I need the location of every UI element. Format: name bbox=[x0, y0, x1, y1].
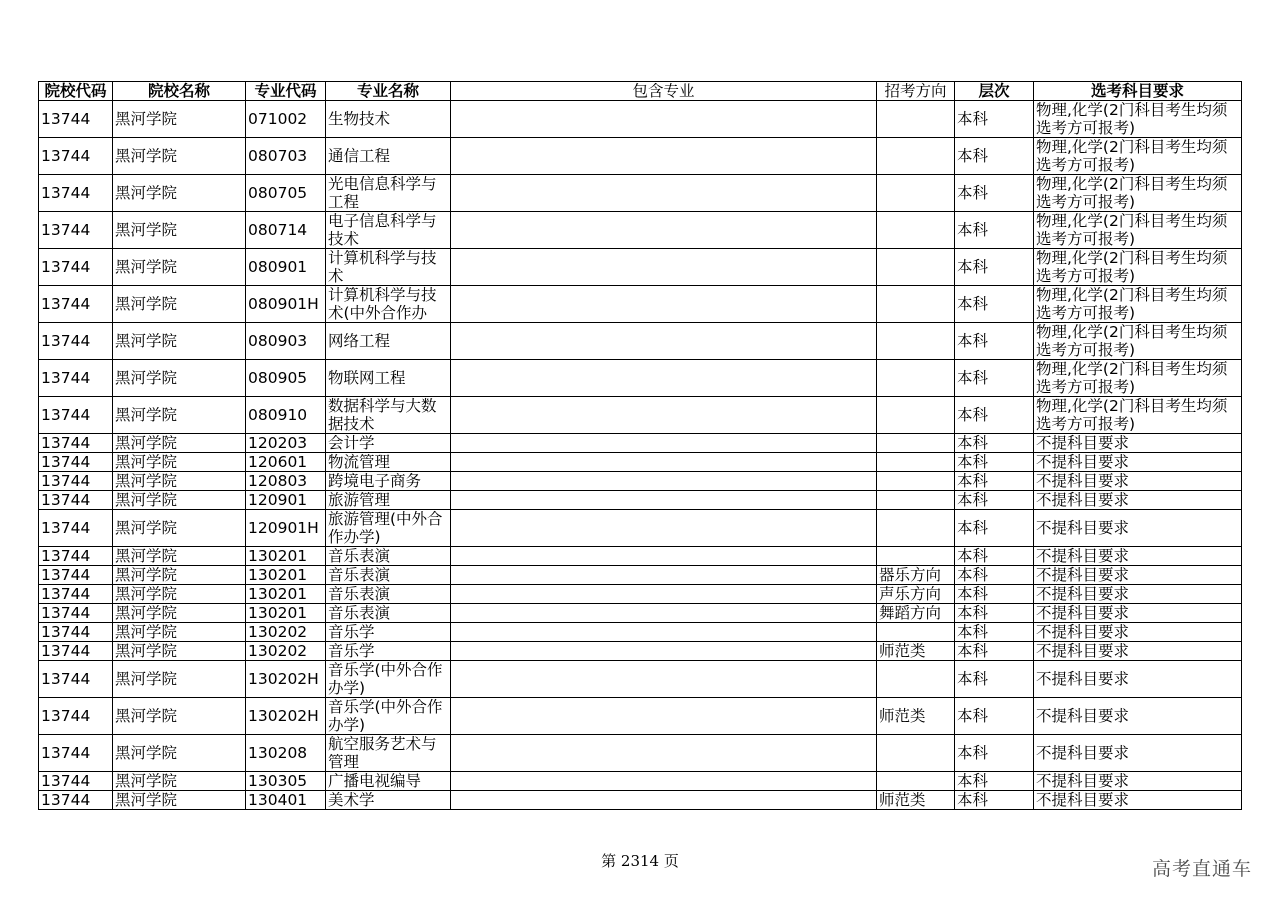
school-name-cell: 黑河学院 bbox=[113, 323, 246, 360]
school-name-cell: 黑河学院 bbox=[113, 453, 246, 472]
school-code-cell: 13744 bbox=[39, 642, 113, 661]
direction-cell: 声乐方向 bbox=[877, 585, 955, 604]
col-direction-header: 招考方向 bbox=[877, 82, 955, 101]
requirement-cell: 物理,化学(2门科目考生均须选考方可报考) bbox=[1034, 397, 1242, 434]
school-name-cell: 黑河学院 bbox=[113, 397, 246, 434]
direction-cell bbox=[877, 434, 955, 453]
table-row bbox=[39, 791, 1242, 810]
major-name-cell: 音乐表演 bbox=[326, 585, 451, 604]
school-code-cell: 13744 bbox=[39, 566, 113, 585]
requirement-cell: 不提科目要求 bbox=[1034, 661, 1242, 698]
school-name-cell: 黑河学院 bbox=[113, 661, 246, 698]
school-name-cell: 黑河学院 bbox=[113, 642, 246, 661]
requirement-cell: 不提科目要求 bbox=[1034, 510, 1242, 547]
school-name-cell: 黑河学院 bbox=[113, 547, 246, 566]
table-row bbox=[39, 323, 1242, 360]
included-cell bbox=[451, 323, 877, 360]
major-name-cell: 物联网工程 bbox=[326, 360, 451, 397]
direction-cell bbox=[877, 661, 955, 698]
major-code-cell: 080714 bbox=[246, 212, 326, 249]
table-row bbox=[39, 735, 1242, 772]
major-code-cell: 130201 bbox=[246, 547, 326, 566]
level-cell: 本科 bbox=[955, 360, 1034, 397]
school-code-cell: 13744 bbox=[39, 604, 113, 623]
direction-cell bbox=[877, 491, 955, 510]
level-cell: 本科 bbox=[955, 604, 1034, 623]
direction-cell bbox=[877, 175, 955, 212]
included-cell bbox=[451, 566, 877, 585]
level-cell: 本科 bbox=[955, 491, 1034, 510]
major-code-cell: 080910 bbox=[246, 397, 326, 434]
major-name-cell: 通信工程 bbox=[326, 138, 451, 175]
school-name-cell: 黑河学院 bbox=[113, 491, 246, 510]
school-code-cell: 13744 bbox=[39, 791, 113, 810]
school-name-cell: 黑河学院 bbox=[113, 623, 246, 642]
requirement-cell: 不提科目要求 bbox=[1034, 735, 1242, 772]
watermark-logo: 高考直通车 bbox=[1151, 858, 1252, 880]
requirement-cell: 物理,化学(2门科目考生均须选考方可报考) bbox=[1034, 138, 1242, 175]
school-name-cell: 黑河学院 bbox=[113, 249, 246, 286]
major-code-cell: 130202 bbox=[246, 642, 326, 661]
school-name-cell: 黑河学院 bbox=[113, 698, 246, 735]
level-cell: 本科 bbox=[955, 472, 1034, 491]
level-cell: 本科 bbox=[955, 698, 1034, 735]
table-row bbox=[39, 642, 1242, 661]
table-row bbox=[39, 453, 1242, 472]
school-code-cell: 13744 bbox=[39, 360, 113, 397]
direction-cell: 器乐方向 bbox=[877, 566, 955, 585]
school-code-cell: 13744 bbox=[39, 698, 113, 735]
major-name-cell: 音乐表演 bbox=[326, 604, 451, 623]
col-school-code-header: 院校代码 bbox=[39, 82, 113, 101]
requirement-cell: 不提科目要求 bbox=[1034, 772, 1242, 791]
major-code-cell: 120601 bbox=[246, 453, 326, 472]
direction-cell bbox=[877, 510, 955, 547]
school-code-cell: 13744 bbox=[39, 101, 113, 138]
table-row bbox=[39, 585, 1242, 604]
included-cell bbox=[451, 642, 877, 661]
major-code-cell: 120203 bbox=[246, 434, 326, 453]
school-name-cell: 黑河学院 bbox=[113, 286, 246, 323]
requirement-cell: 不提科目要求 bbox=[1034, 434, 1242, 453]
major-code-cell: 130305 bbox=[246, 772, 326, 791]
included-cell bbox=[451, 623, 877, 642]
school-code-cell: 13744 bbox=[39, 585, 113, 604]
level-cell: 本科 bbox=[955, 735, 1034, 772]
major-code-cell: 130202H bbox=[246, 698, 326, 735]
col-included-header: 包含专业 bbox=[451, 82, 877, 101]
table-row bbox=[39, 661, 1242, 698]
level-cell: 本科 bbox=[955, 138, 1034, 175]
major-code-cell: 080903 bbox=[246, 323, 326, 360]
included-cell bbox=[451, 397, 877, 434]
major-code-cell: 130401 bbox=[246, 791, 326, 810]
included-cell bbox=[451, 772, 877, 791]
included-cell bbox=[451, 604, 877, 623]
major-code-cell: 071002 bbox=[246, 101, 326, 138]
direction-cell: 师范类 bbox=[877, 642, 955, 661]
level-cell: 本科 bbox=[955, 642, 1034, 661]
included-cell bbox=[451, 661, 877, 698]
direction-cell bbox=[877, 101, 955, 138]
school-code-cell: 13744 bbox=[39, 510, 113, 547]
level-cell: 本科 bbox=[955, 175, 1034, 212]
school-name-cell: 黑河学院 bbox=[113, 772, 246, 791]
major-code-cell: 080901H bbox=[246, 286, 326, 323]
table-row bbox=[39, 397, 1242, 434]
school-code-cell: 13744 bbox=[39, 397, 113, 434]
major-code-cell: 120901 bbox=[246, 491, 326, 510]
requirement-cell: 物理,化学(2门科目考生均须选考方可报考) bbox=[1034, 323, 1242, 360]
requirement-cell: 不提科目要求 bbox=[1034, 604, 1242, 623]
major-name-cell: 会计学 bbox=[326, 434, 451, 453]
direction-cell bbox=[877, 249, 955, 286]
col-major-code-header: 专业代码 bbox=[246, 82, 326, 101]
requirement-cell: 不提科目要求 bbox=[1034, 491, 1242, 510]
table-row bbox=[39, 434, 1242, 453]
major-code-cell: 080905 bbox=[246, 360, 326, 397]
requirement-cell: 不提科目要求 bbox=[1034, 453, 1242, 472]
table-row bbox=[39, 175, 1242, 212]
table-row bbox=[39, 566, 1242, 585]
school-name-cell: 黑河学院 bbox=[113, 138, 246, 175]
major-name-cell: 航空服务艺术与管理 bbox=[326, 735, 451, 772]
level-cell: 本科 bbox=[955, 510, 1034, 547]
major-code-cell: 130201 bbox=[246, 566, 326, 585]
level-cell: 本科 bbox=[955, 453, 1034, 472]
major-name-cell: 生物技术 bbox=[326, 101, 451, 138]
requirement-cell: 不提科目要求 bbox=[1034, 791, 1242, 810]
direction-cell bbox=[877, 138, 955, 175]
table-row bbox=[39, 212, 1242, 249]
school-code-cell: 13744 bbox=[39, 735, 113, 772]
school-code-cell: 13744 bbox=[39, 661, 113, 698]
school-code-cell: 13744 bbox=[39, 138, 113, 175]
included-cell bbox=[451, 585, 877, 604]
table-row bbox=[39, 604, 1242, 623]
page-number: 第 2314 页 bbox=[601, 852, 679, 870]
requirement-cell: 不提科目要求 bbox=[1034, 547, 1242, 566]
major-name-cell: 音乐表演 bbox=[326, 566, 451, 585]
header-row bbox=[39, 82, 1242, 101]
included-cell bbox=[451, 249, 877, 286]
table-row bbox=[39, 698, 1242, 735]
school-code-cell: 13744 bbox=[39, 249, 113, 286]
level-cell: 本科 bbox=[955, 566, 1034, 585]
school-code-cell: 13744 bbox=[39, 323, 113, 360]
major-name-cell: 音乐表演 bbox=[326, 547, 451, 566]
requirement-cell: 物理,化学(2门科目考生均须选考方可报考) bbox=[1034, 286, 1242, 323]
major-name-cell: 数据科学与大数据技术 bbox=[326, 397, 451, 434]
school-code-cell: 13744 bbox=[39, 286, 113, 323]
major-name-cell: 电子信息科学与技术 bbox=[326, 212, 451, 249]
requirement-cell: 不提科目要求 bbox=[1034, 623, 1242, 642]
major-name-cell: 音乐学 bbox=[326, 623, 451, 642]
table-row bbox=[39, 286, 1242, 323]
requirement-cell: 不提科目要求 bbox=[1034, 566, 1242, 585]
table-row bbox=[39, 623, 1242, 642]
requirement-cell: 不提科目要求 bbox=[1034, 585, 1242, 604]
major-name-cell: 音乐学(中外合作办学) bbox=[326, 698, 451, 735]
school-name-cell: 黑河学院 bbox=[113, 791, 246, 810]
major-code-cell: 130202 bbox=[246, 623, 326, 642]
major-name-cell: 广播电视编导 bbox=[326, 772, 451, 791]
included-cell bbox=[451, 491, 877, 510]
direction-cell bbox=[877, 547, 955, 566]
school-name-cell: 黑河学院 bbox=[113, 510, 246, 547]
school-code-cell: 13744 bbox=[39, 772, 113, 791]
included-cell bbox=[451, 453, 877, 472]
major-code-cell: 120901H bbox=[246, 510, 326, 547]
admission-table bbox=[38, 81, 1242, 810]
level-cell: 本科 bbox=[955, 286, 1034, 323]
major-name-cell: 计算机科学与技术(中外合作办 bbox=[326, 286, 451, 323]
major-code-cell: 130201 bbox=[246, 604, 326, 623]
included-cell bbox=[451, 101, 877, 138]
major-name-cell: 光电信息科学与工程 bbox=[326, 175, 451, 212]
major-name-cell: 旅游管理 bbox=[326, 491, 451, 510]
major-code-cell: 080901 bbox=[246, 249, 326, 286]
direction-cell bbox=[877, 772, 955, 791]
school-name-cell: 黑河学院 bbox=[113, 566, 246, 585]
level-cell: 本科 bbox=[955, 547, 1034, 566]
school-code-cell: 13744 bbox=[39, 623, 113, 642]
table-body bbox=[39, 101, 1242, 810]
included-cell bbox=[451, 212, 877, 249]
school-name-cell: 黑河学院 bbox=[113, 585, 246, 604]
major-code-cell: 130202H bbox=[246, 661, 326, 698]
direction-cell bbox=[877, 397, 955, 434]
school-code-cell: 13744 bbox=[39, 175, 113, 212]
major-code-cell: 130201 bbox=[246, 585, 326, 604]
school-name-cell: 黑河学院 bbox=[113, 175, 246, 212]
direction-cell bbox=[877, 623, 955, 642]
table-row bbox=[39, 510, 1242, 547]
level-cell: 本科 bbox=[955, 772, 1034, 791]
school-name-cell: 黑河学院 bbox=[113, 360, 246, 397]
major-code-cell: 080705 bbox=[246, 175, 326, 212]
school-code-cell: 13744 bbox=[39, 453, 113, 472]
major-name-cell: 旅游管理(中外合作办学) bbox=[326, 510, 451, 547]
level-cell: 本科 bbox=[955, 661, 1034, 698]
major-name-cell: 音乐学 bbox=[326, 642, 451, 661]
included-cell bbox=[451, 698, 877, 735]
school-name-cell: 黑河学院 bbox=[113, 472, 246, 491]
requirement-cell: 物理,化学(2门科目考生均须选考方可报考) bbox=[1034, 101, 1242, 138]
direction-cell: 师范类 bbox=[877, 698, 955, 735]
level-cell: 本科 bbox=[955, 397, 1034, 434]
direction-cell bbox=[877, 453, 955, 472]
included-cell bbox=[451, 791, 877, 810]
requirement-cell: 不提科目要求 bbox=[1034, 698, 1242, 735]
major-code-cell: 080703 bbox=[246, 138, 326, 175]
col-level-header: 层次 bbox=[955, 82, 1034, 101]
table-row bbox=[39, 472, 1242, 491]
level-cell: 本科 bbox=[955, 212, 1034, 249]
table-row bbox=[39, 138, 1242, 175]
direction-cell bbox=[877, 735, 955, 772]
col-school-name-header: 院校名称 bbox=[113, 82, 246, 101]
table-row bbox=[39, 249, 1242, 286]
requirement-cell: 物理,化学(2门科目考生均须选考方可报考) bbox=[1034, 249, 1242, 286]
included-cell bbox=[451, 286, 877, 323]
major-name-cell: 跨境电子商务 bbox=[326, 472, 451, 491]
major-code-cell: 130208 bbox=[246, 735, 326, 772]
major-code-cell: 120803 bbox=[246, 472, 326, 491]
school-name-cell: 黑河学院 bbox=[113, 434, 246, 453]
school-code-cell: 13744 bbox=[39, 547, 113, 566]
table-row bbox=[39, 547, 1242, 566]
school-name-cell: 黑河学院 bbox=[113, 212, 246, 249]
school-name-cell: 黑河学院 bbox=[113, 604, 246, 623]
level-cell: 本科 bbox=[955, 585, 1034, 604]
requirement-cell: 不提科目要求 bbox=[1034, 472, 1242, 491]
direction-cell: 舞蹈方向 bbox=[877, 604, 955, 623]
level-cell: 本科 bbox=[955, 434, 1034, 453]
included-cell bbox=[451, 547, 877, 566]
major-name-cell: 计算机科学与技术 bbox=[326, 249, 451, 286]
direction-cell bbox=[877, 472, 955, 491]
school-name-cell: 黑河学院 bbox=[113, 101, 246, 138]
col-major-name-header: 专业名称 bbox=[326, 82, 451, 101]
level-cell: 本科 bbox=[955, 249, 1034, 286]
included-cell bbox=[451, 735, 877, 772]
included-cell bbox=[451, 510, 877, 547]
direction-cell bbox=[877, 212, 955, 249]
requirement-cell: 不提科目要求 bbox=[1034, 642, 1242, 661]
school-code-cell: 13744 bbox=[39, 472, 113, 491]
major-name-cell: 网络工程 bbox=[326, 323, 451, 360]
school-name-cell: 黑河学院 bbox=[113, 735, 246, 772]
direction-cell bbox=[877, 360, 955, 397]
school-code-cell: 13744 bbox=[39, 491, 113, 510]
school-code-cell: 13744 bbox=[39, 434, 113, 453]
table-row bbox=[39, 360, 1242, 397]
level-cell: 本科 bbox=[955, 791, 1034, 810]
major-name-cell: 物流管理 bbox=[326, 453, 451, 472]
included-cell bbox=[451, 360, 877, 397]
direction-cell bbox=[877, 286, 955, 323]
major-name-cell: 美术学 bbox=[326, 791, 451, 810]
included-cell bbox=[451, 138, 877, 175]
included-cell bbox=[451, 175, 877, 212]
col-requirement-header: 选考科目要求 bbox=[1034, 82, 1242, 101]
level-cell: 本科 bbox=[955, 323, 1034, 360]
direction-cell bbox=[877, 323, 955, 360]
included-cell bbox=[451, 434, 877, 453]
table-row bbox=[39, 101, 1242, 138]
direction-cell: 师范类 bbox=[877, 791, 955, 810]
requirement-cell: 物理,化学(2门科目考生均须选考方可报考) bbox=[1034, 212, 1242, 249]
included-cell bbox=[451, 472, 877, 491]
table-row bbox=[39, 491, 1242, 510]
level-cell: 本科 bbox=[955, 623, 1034, 642]
table-row bbox=[39, 772, 1242, 791]
requirement-cell: 物理,化学(2门科目考生均须选考方可报考) bbox=[1034, 175, 1242, 212]
major-name-cell: 音乐学(中外合作办学) bbox=[326, 661, 451, 698]
school-code-cell: 13744 bbox=[39, 212, 113, 249]
requirement-cell: 物理,化学(2门科目考生均须选考方可报考) bbox=[1034, 360, 1242, 397]
level-cell: 本科 bbox=[955, 101, 1034, 138]
